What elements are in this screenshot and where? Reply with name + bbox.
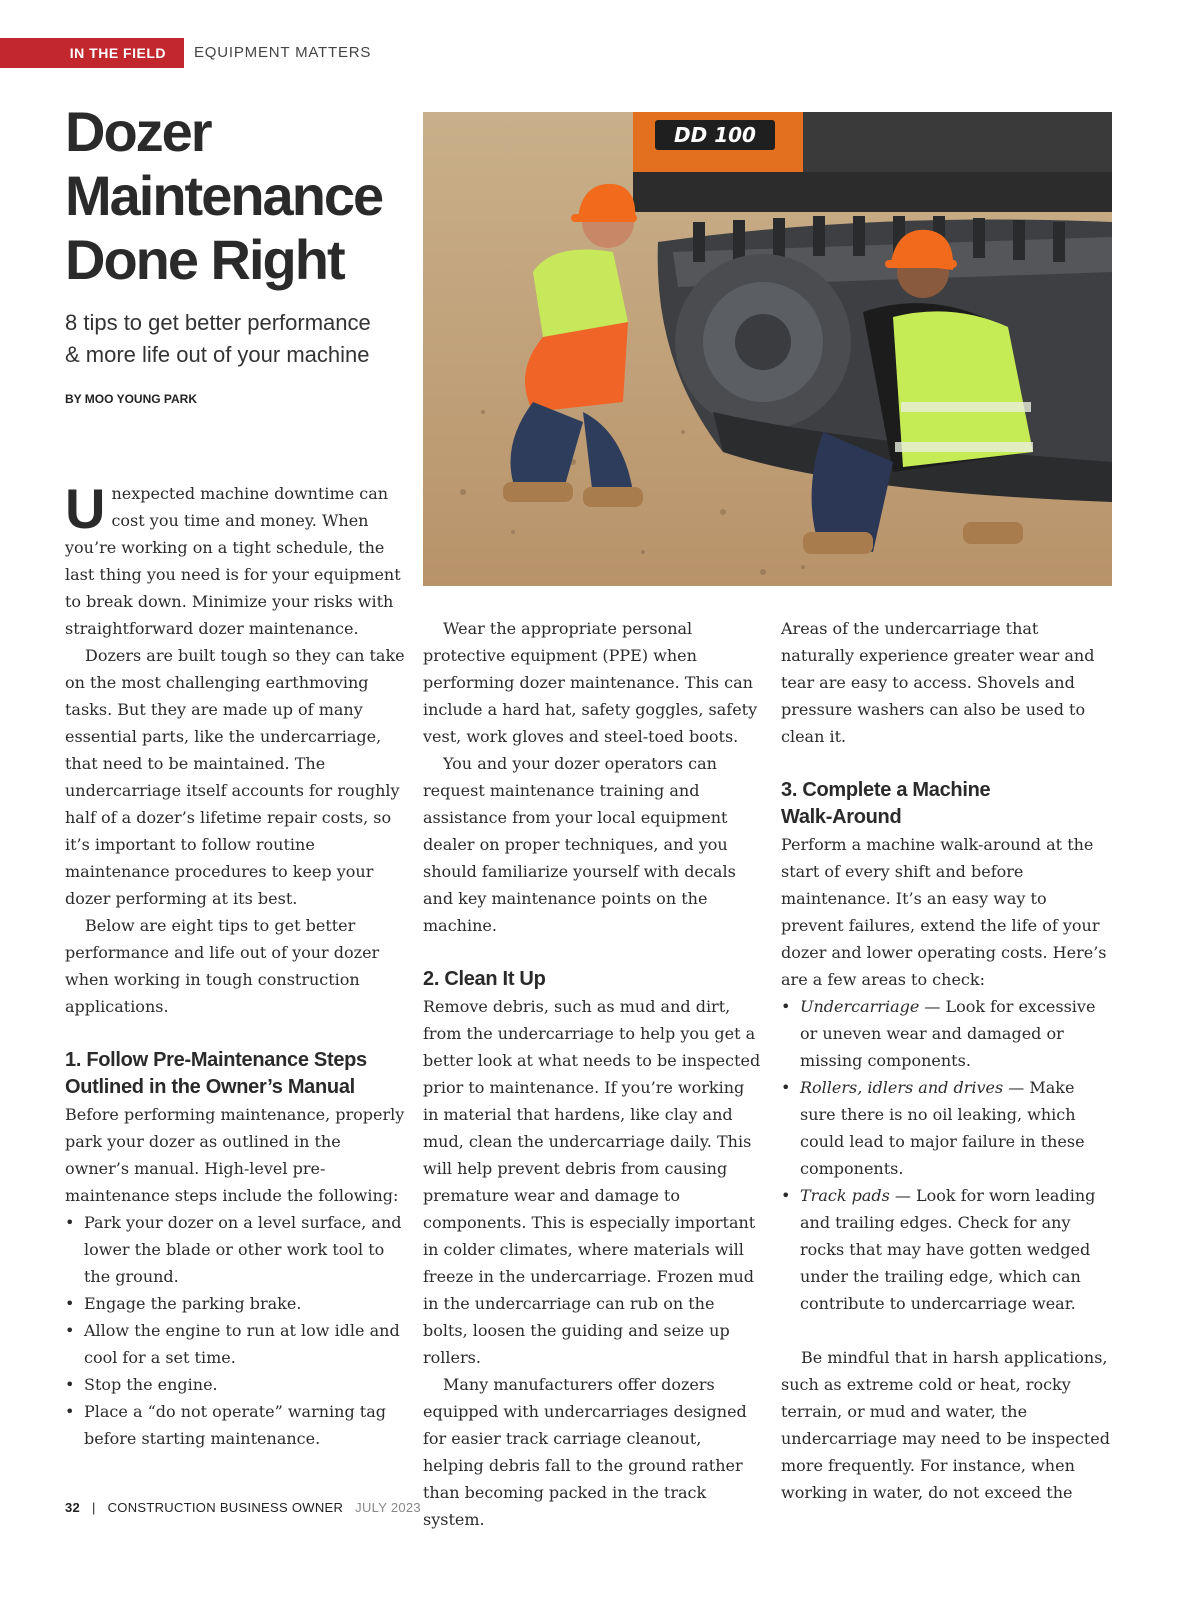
column-1 [65, 477, 405, 1452]
paragraph: You and your dozer operators can request maintenance training and assistance from your local equipment dealer on proper techniques, and you should familiarize yourself with decals and key maintenance points on the machine. [423, 754, 736, 935]
list-text: — Look for worn leading and trailing edges. Check for any rocks that may have gotten wedged under the trailing edge, which can contribute to undercarriage wear. [800, 1186, 1096, 1313]
machine-label: DD 100 [674, 123, 756, 147]
list-item: • Allow the engine to run at low idle and cool for a set time. [65, 1317, 405, 1371]
list-item: • Engage the parking brake. [65, 1290, 405, 1317]
paragraph: Be mindful that in harsh applications, such as extreme cold or heat, rocky terrain, or mud and water, the undercarriage may need to be inspected more frequently. For instance, when working in water, do not exceed the [781, 1348, 1111, 1502]
paragraph: Perform a machine walk-around at the start of every shift and before maintenance. It’s an easy way to prevent failures, extend the life of your dozer and lower operating costs. Here’s are a few areas to check: [781, 835, 1107, 989]
heading-line-1: 3. Complete a Machine [781, 779, 991, 801]
subtitle-line-2: & more life out of your machine [65, 342, 370, 367]
paragraph: Wear the appropriate personal protective equipment (PPE) when performing dozer maintenance. This can include a hard hat, safety goggles, safety vest, work gloves and steel-toed boots. [423, 619, 758, 746]
paragraph: Before performing maintenance, properly park your dozer as outlined in the owner’s manual. High-level pre-maintenance steps include the following: [65, 1105, 405, 1205]
section-tag: IN THE FIELD [0, 38, 184, 68]
page-footer [65, 1500, 421, 1515]
heading-line-2: Walk-Around [781, 806, 902, 828]
list-item [781, 1074, 1111, 1182]
list-text: — Make sure there is no oil leaking, which could lead to major failure in these components. [800, 1078, 1085, 1178]
pre-maintenance-list [65, 1209, 405, 1452]
list-item: • Stop the engine. [65, 1371, 405, 1398]
paragraph: Dozers are built tough so they can take on the most challenging earthmoving tasks. But they are made up of many essential parts, like the undercarriage, that need to be maintained. The undercarriage itself accounts for roughly half of a dozer’s lifetime repair costs, so it’s important to follow routine maintenance procedures to keep your dozer performing at its best. [65, 646, 405, 908]
page-number: 32 [65, 1500, 81, 1515]
subtitle-line-1: 8 tips to get better performance [65, 310, 371, 335]
list-item [781, 1182, 1111, 1317]
section-heading-2: 2. Clean It Up [423, 968, 546, 990]
column-2 [423, 615, 763, 1533]
dozer-workers-photo [423, 112, 1112, 586]
paragraph: Many manufacturers offer dozers equipped with undercarriages designed for easier track carriage cleanout, helping debris fall to the ground rather than becoming packed in the track system. [423, 1375, 747, 1529]
section-name: EQUIPMENT MATTERS [194, 44, 372, 61]
title-line-3: Done Right [65, 228, 344, 291]
list-term: Track pads [800, 1186, 890, 1205]
paragraph: Below are eight tips to get better performance and life out of your dozer when working in tough construction applications. [65, 916, 380, 1016]
dropcap: U [65, 477, 106, 540]
footer-separator: | [91, 1500, 96, 1515]
publication-name: CONSTRUCTION BUSINESS OWNER [107, 1500, 344, 1515]
list-item: • Place a “do not operate” warning tag before starting maintenance. [65, 1398, 405, 1452]
paragraph: Remove debris, such as mud and dirt, from the undercarriage to help you get a better look at what needs to be inspected prior to maintenance. If you’re working in material that hardens, like clay and mud, clean the undercarriage daily. This will help prevent debris from causing premature wear and damage to components. This is especially important in colder climates, where materials will freeze in the undercarriage. Frozen mud in the undercarriage can rub on the bolts, loosen the guiding and seize up rollers. [423, 997, 761, 1367]
intro-text: nexpected machine downtime can cost you time and money. When you’re working on a tight schedule, the last thing you need is for your equipment to break down. Minimize your risks with straightforward dozer maintenance. [65, 484, 401, 638]
walkaround-list [781, 993, 1111, 1317]
byline: BY MOO YOUNG PARK [65, 392, 198, 406]
column-3 [781, 615, 1111, 1506]
list-term: Undercarriage [800, 997, 920, 1016]
section-heading-3 [781, 777, 1111, 831]
list-item: • Park your dozer on a level surface, and lower the blade or other work tool to the ground. [65, 1209, 405, 1290]
issue-date: JULY 2023 [355, 1500, 421, 1515]
intro-paragraph [65, 477, 405, 642]
list-item [781, 993, 1111, 1074]
list-term: Rollers, idlers and drives [800, 1078, 1004, 1097]
title-line-1: Dozer [65, 100, 211, 163]
article-subtitle [65, 307, 410, 371]
article-title [65, 100, 410, 292]
paragraph: Areas of the undercarriage that naturally experience greater wear and tear are easy to access. Shovels and pressure washers can also be used to clean it. [781, 619, 1095, 746]
section-heading-1: 1. Follow Pre-Maintenance Steps Outlined in the Owner’s Manual [65, 1049, 367, 1098]
list-text: — Look for excessive or uneven wear and damaged or missing components. [800, 997, 1096, 1070]
title-line-2: Maintenance [65, 164, 383, 227]
